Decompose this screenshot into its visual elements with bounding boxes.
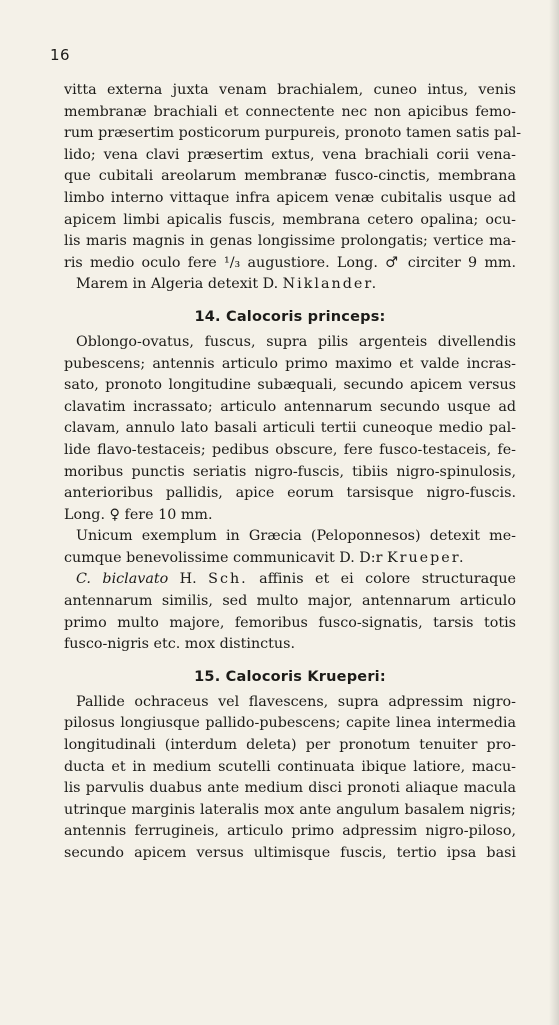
species-15-section xyxy=(64,666,516,865)
text-line: longitudinali (interdum deleta) per pronotum tenuiter pro- xyxy=(64,737,516,754)
text-line: fusco-nigris etc. mox distinctus. xyxy=(64,636,296,653)
text-line: vitta externa juxta venam brachialem, cuneo intus, venis xyxy=(64,82,516,98)
page-number: 16 xyxy=(50,46,71,64)
species-14-section xyxy=(64,306,516,656)
continued-description xyxy=(64,80,522,296)
text-line: rum præsertim posticorum purpureis, pronoto tamen satis pal- xyxy=(64,125,522,142)
page-body xyxy=(64,80,522,865)
comparison-text: affinis et ei colore structuraque xyxy=(247,571,516,588)
compared-species: C. biclavato xyxy=(76,571,169,588)
text-line: ris medio oculo fere ¹/₃ augustiore. Long. ♂ circiter 9 mm. xyxy=(64,254,516,271)
text-line: que cubitali areolarum membranæ fusco-cinctis, membrana xyxy=(64,168,516,185)
text-line: lis maris magnis in genas longissime prolongatis; vertice ma- xyxy=(64,233,516,250)
species-15-heading: 15. Calocoris Krueperi: xyxy=(194,668,386,685)
text-line: moribus punctis seriatis nigro-fuscis, tibiis nigro-spinulosis, xyxy=(64,463,516,480)
communication-text: cumque benevolissime communicavit D. D:r xyxy=(64,549,387,566)
text-line: Unicum exemplum in Græcia (Peloponnesos) detexit me- xyxy=(76,528,516,545)
text-line: pubescens; antennis articulo primo maximo et valde incras- xyxy=(64,355,516,372)
text-line xyxy=(64,548,516,570)
text-line: anterioribus pallidis, apice eorum tarsisque nigro-fuscis. xyxy=(64,485,516,502)
species-14-heading: 14. Calocoris princeps: xyxy=(194,308,386,325)
author-name: Sch. xyxy=(208,571,248,588)
text-line: utrinque marginis lateralis mox ante angulum basalem nigris; xyxy=(64,801,516,818)
text-line: membranæ brachiali et connectente nec non apicibus femo- xyxy=(64,103,516,120)
text-line: ducta et in medium scutelli continuata ibique latiore, macu- xyxy=(64,758,516,775)
text-line xyxy=(64,274,516,296)
text-line: Pallide ochraceus vel flavescens, supra adpressim nigro- xyxy=(76,693,516,710)
collector-name: Niklander. xyxy=(282,276,379,293)
collector-name: Krueper. xyxy=(386,549,466,566)
text-line: antennis ferrugineis, articulo primo adpressim nigro-piloso, xyxy=(64,823,516,840)
text-line: antennarum similis, sed multo major, antennarum articulo xyxy=(64,593,516,610)
text-line: clavatim incrassato; articulo antennarum secundo usque ad xyxy=(64,398,516,415)
text-line: secundo apicem versus ultimisque fuscis, tertio ipsa basi xyxy=(64,845,516,861)
author-initial: H. xyxy=(168,571,209,588)
text-line: Long. ♀ fere 10 mm. xyxy=(64,506,213,523)
text-line: lido; vena clavi præsertim extus, vena brachiali corii vena- xyxy=(64,146,516,163)
text-line: pilosus longiusque pallido-pubescens; capite linea intermedia xyxy=(64,715,516,732)
text-line: sato, pronoto longitudine subæquali, secundo apicem versus xyxy=(64,377,516,394)
text-line: lide flavo-testaceis; pedibus obscure, fere fusco-testaceis, fe- xyxy=(64,441,516,458)
text-line xyxy=(64,569,516,591)
text-line: clavam, annulo lato basali articuli tertii cuneoque medio pal- xyxy=(64,420,516,437)
text-line: Oblongo-ovatus, fuscus, supra pilis argenteis divellendis xyxy=(76,333,516,350)
collector-text: Marem in Algeria detexit D. xyxy=(76,276,283,293)
page-edge-shadow xyxy=(549,0,559,1025)
text-line: lis parvulis duabus ante medium disci pronoti aliaque macula xyxy=(64,780,516,797)
text-line: primo multo majore, femoribus fusco-signatis, tarsis totis xyxy=(64,614,516,631)
text-line: apicem limbi apicalis fuscis, membrana cetero opalina; ocu- xyxy=(64,211,516,228)
text-line: limbo interno vittaque infra apicem venæ cubitalis usque ad xyxy=(64,189,516,206)
